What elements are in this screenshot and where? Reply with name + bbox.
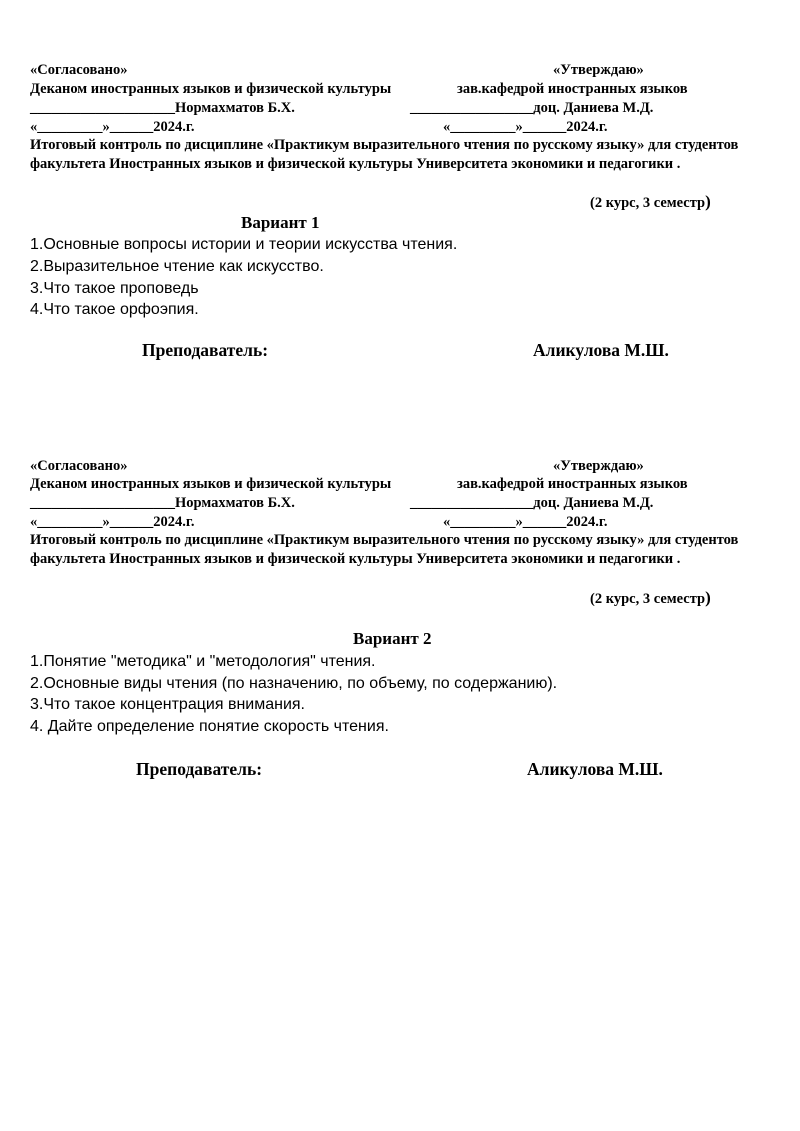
teacher-label-1: Преподаватель: <box>142 340 269 360</box>
approve-label: «Утверждаю» <box>553 458 644 474</box>
question-item: 4. Дайте определение понятие скорость чтения. <box>30 718 389 735</box>
variant-1-title: Вариант 1 <box>241 213 320 232</box>
intro-paragraph: Итоговый контроль по дисциплине «Практикум выразительного чтения по русскому языку» для студентов факультета Иностранных языков и физической культуры Университета экономики и педагогики . <box>30 137 739 172</box>
head-signature-line: _________________доц. Даниева М.Д. <box>410 495 654 511</box>
question-item: 4.Что такое орфоэпия. <box>30 301 199 318</box>
approve-label: «Утверждаю» <box>553 62 644 78</box>
head-position: зав.кафедрой иностранных языков <box>457 476 688 492</box>
head-position: зав.кафедрой иностранных языков <box>457 81 688 97</box>
dean-signature-line: ____________________Нормахматов Б.Х. <box>30 100 295 116</box>
dean-date: «_________»______2024.г. <box>30 119 195 135</box>
question-item: 2.Выразительное чтение как искусство. <box>30 258 324 275</box>
dean-position: Деканом иностранных языков и физической культуры <box>30 81 392 97</box>
course-label: (2 курс, 3 семестр) <box>590 192 711 211</box>
question-item: 1.Основные вопросы истории и теории искусства чтения. <box>30 236 458 253</box>
teacher-name-2: Аликулова М.Ш. <box>527 759 663 779</box>
dean-signature-line: ____________________Нормахматов Б.Х. <box>30 495 295 511</box>
agreed-label: «Согласовано» <box>30 458 128 474</box>
variant-2-title: Вариант 2 <box>353 629 432 648</box>
course-label: (2 курс, 3 семестр) <box>590 588 711 607</box>
dean-date: «_________»______2024.г. <box>30 514 195 530</box>
dean-position: Деканом иностранных языков и физической культуры <box>30 476 392 492</box>
teacher-name-1: Аликулова М.Ш. <box>533 340 669 360</box>
agreed-label: «Согласовано» <box>30 62 128 78</box>
head-date: «_________»______2024.г. <box>443 514 608 530</box>
question-item: 3.Что такое концентрация внимания. <box>30 696 305 713</box>
head-signature-line: _________________доц. Даниева М.Д. <box>410 100 654 116</box>
teacher-label-2: Преподаватель: <box>136 759 263 779</box>
question-item: 2.Основные виды чтения (по назначению, по объему, по содержанию). <box>30 675 558 692</box>
intro-paragraph: Итоговый контроль по дисциплине «Практикум выразительного чтения по русскому языку» для студентов факультета Иностранных языков и физической культуры Университета экономики и педагогики . <box>30 532 739 567</box>
question-item: 1.Понятие "методика" и "методология" чтения. <box>30 653 376 670</box>
head-date: «_________»______2024.г. <box>443 119 608 135</box>
question-item: 3.Что такое проповедь <box>30 280 199 297</box>
